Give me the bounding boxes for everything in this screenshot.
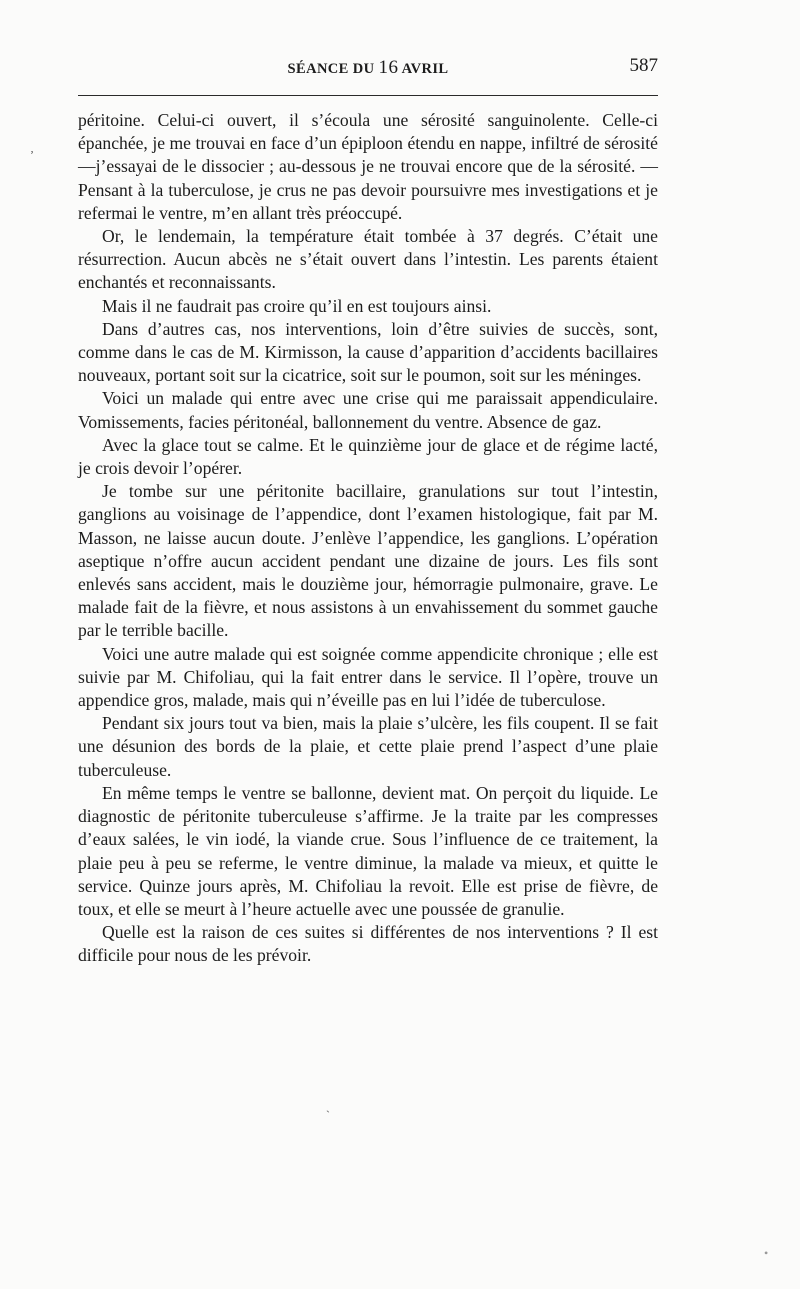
paragraph-7: Je tombe sur une péritonite bacillaire, granulations sur tout l’intestin, ganglions au voisinage de l’appendice, dont l’examen histologique, fait par M. Masson, ne laisse aucun doute. J’enlève l’appendice, les ganglions. L’opération aseptique n’offre aucun accident pendant une dizaine de jours. Les fils sont enlevés sans accident, mais le douzième jour, hémorragie pulmonaire, grave. Le malade fait de la fièvre, et nous assistons à un envahissement du sommet gauche par le terrible bacille.: [78, 481, 658, 641]
running-head: [78, 55, 658, 83]
paragraph-6: Avec la glace tout se calme. Et le quinzième jour de glace et de régime lacté, je crois devoir l’opérer.: [78, 434, 658, 479]
edge-speck: •: [764, 1246, 769, 1260]
running-title-prefix: SÉANCE DU: [287, 61, 379, 77]
page-number: 587: [629, 55, 658, 76]
paragraph-10: En même temps le ventre se ballonne, devient mat. On perçoit du liquide. Le diagnostic de péritonite tuberculeuse s’affirme. Je la traite par les compresses d’eaux salées, le vin iodé, la viande crue. Sous l’influence de ce traitement, la plaie peu à peu se referme, le ventre diminue, la malade va mieux, et quitte le service. Quinze jours après, M. Chifoliau la revoit. Elle est prise de fièvre, de toux, et elle se meurt à l’heure actuelle avec une poussée de granulie.: [78, 782, 658, 919]
paragraph-2: Or, le lendemain, la température était tombée à 37 degrés. C’était une résurrection. Aucun abcès ne s’était ouvert dans l’intestin. Les parents étaient enchantés et reconnaissants.: [78, 226, 658, 293]
paragraph-9: Pendant six jours tout va bien, mais la plaie s’ulcère, les fils coupent. Il se fait une désunion des bords de la plaie, et cette plaie prend l’aspect d’une plaie tuberculeuse.: [78, 713, 658, 780]
paragraph-3: Mais il ne faudrait pas croire qu’il en est toujours ainsi.: [102, 295, 492, 316]
paragraph-1: péritoine. Celui-ci ouvert, il s’écoula une sérosité sanguinolente. Celle-ci épanchée, je me trouvai en face d’un épiploon étendu en nappe, infiltré de sérosité —j’essayai de le dissocier ; au-dessous je ne trouvai encore que de la sérosité. — Pensant à la tuberculose, je crus ne pas devoir poursuivre mes investigations et je refermai le ventre, m’en allant très préoccupé.: [78, 110, 658, 223]
header-rule: [78, 95, 658, 96]
book-page: [78, 0, 658, 1289]
paragraph-11: Quelle est la raison de ces suites si différentes de nos interventions ? Il est difficile pour nous de les prévoir.: [78, 922, 658, 966]
running-title-day: 16: [378, 57, 399, 78]
paragraph-5: Voici un malade qui entre avec une crise qui me paraissait appendiculaire. Vomissements, facies péritonéal, ballonnement du ventre. Absence de gaz.: [78, 388, 658, 432]
body-text: [78, 109, 658, 968]
running-title-month: AVRIL: [398, 61, 449, 77]
paragraph-8: Voici une autre malade qui est soignée comme appendicite chronique ; elle est suivie par M. Chifoliau, qui la fait entrer dans le service. Il l’opère, trouve un appendice gros, malade, mais qui n’éveille pas en lui l’idée de tuberculose.: [78, 643, 658, 711]
running-title: [78, 57, 658, 79]
ink-speck: ˋ: [326, 1108, 330, 1122]
margin-speck: ʼ: [30, 148, 34, 162]
paragraph-4: Dans d’autres cas, nos interventions, loin d’être suivies de succès, sont, comme dans le cas de M. Kirmisson, la cause d’apparition d’accidents bacillaires nouveaux, portant soit sur la cicatrice, soit sur le poumon, soit sur les méninges.: [78, 318, 658, 386]
